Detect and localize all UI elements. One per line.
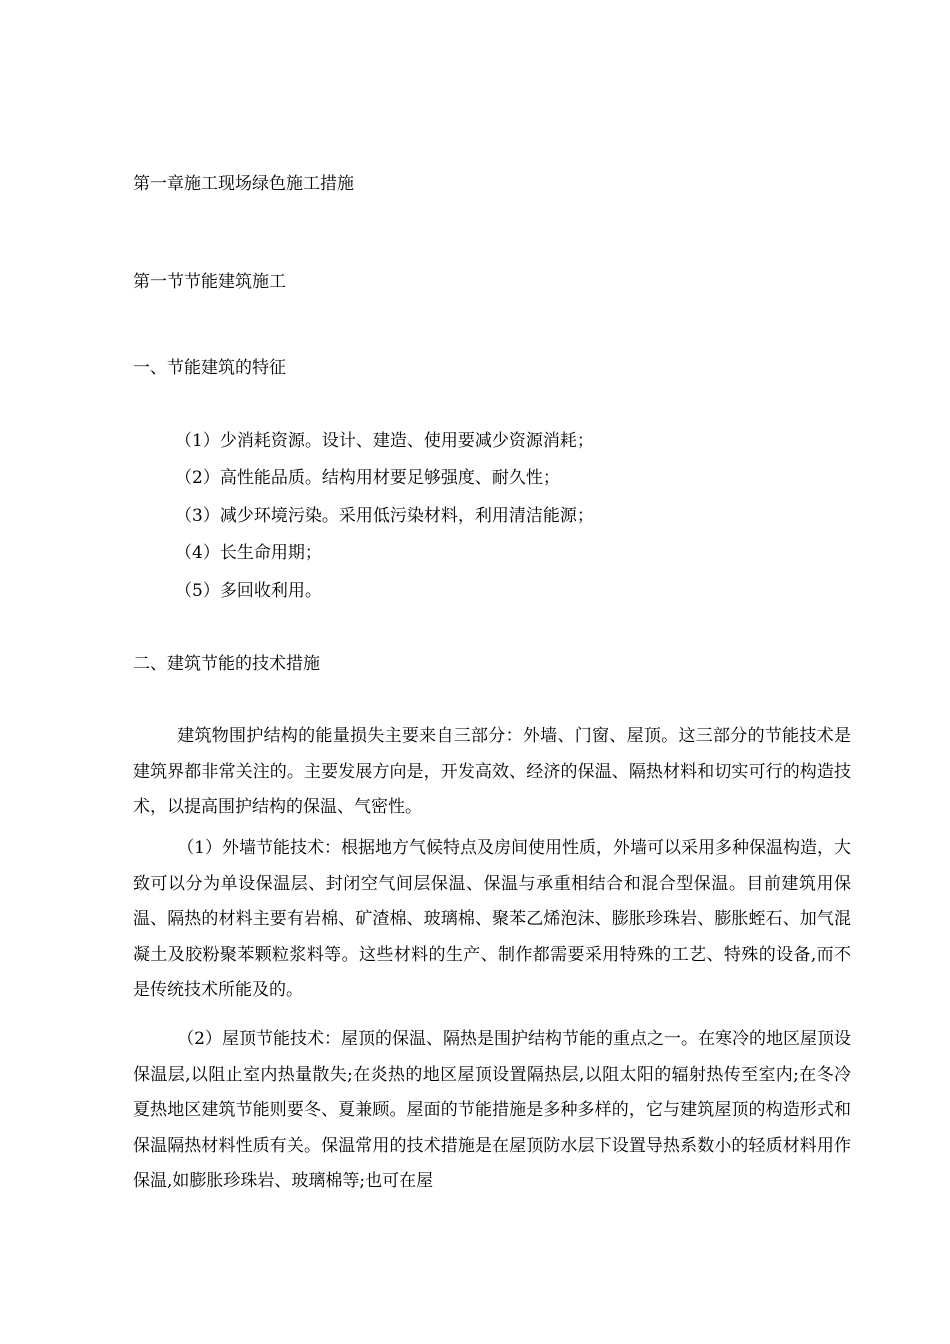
list-item: （5）多回收利用。 bbox=[175, 581, 322, 601]
list-item: （4）长生命用期； bbox=[175, 543, 322, 563]
subsection-heading: 一、节能建筑的特征 bbox=[133, 358, 286, 378]
body-paragraph: （2）屋顶节能技术：屋顶的保温、隔热是围护结构节能的重点之一。在寒冷的地区屋顶设保温层,以阻止室内热量散失;在炎热的地区屋顶设置隔热层,以阻太阳的辐射热传至室内;在冬冷夏热地区建筑节能则要冬、夏兼顾。屋面的节能措施是多种多样的，它与建筑屋顶的构造形式和保温隔热材料性质有关。保温常用的技术措施是在屋顶防水层下设置导热系数小的轻质材料用作保温,如膨胀珍珠岩、玻璃棉等;也可在屋 bbox=[133, 1029, 852, 1192]
list-item: （2）高性能品质。结构用材要足够强度、耐久性； bbox=[175, 468, 560, 488]
section-title: 第一节节能建筑施工 bbox=[133, 272, 286, 292]
list-item: （1）少消耗资源。设计、建造、使用要减少资源消耗； bbox=[175, 431, 594, 451]
subsection-heading: 二、建筑节能的技术措施 bbox=[133, 654, 320, 674]
body-paragraph: （1）外墙节能技术：根据地方气候特点及房间使用性质，外墙可以采用多种保温构造，大致可以分为单设保温层、封闭空气间层保温、保温与承重相结合和混合型保温。目前建筑用保温、隔热的材料主要有岩棉、矿渣棉、玻璃棉、聚苯乙烯泡沫、膨胀珍珠岩、膨胀蛭石、加气混凝土及胶粉聚苯颗粒浆料等。这些材料的生产、制作都需要采用特殊的工艺、特殊的设备,而不是传统技术所能及的。 bbox=[133, 838, 852, 1001]
list-item: （3）减少环境污染。采用低污染材料，利用清洁能源； bbox=[175, 506, 594, 526]
body-paragraph: 建筑物围护结构的能量损失主要来自三部分：外墙、门窗、屋顶。这三部分的节能技术是建筑界都非常关注的。主要发展方向是，开发高效、经济的保温、隔热材料和切实可行的构造技术，以提高围护结构的保温、气密性。 bbox=[133, 726, 851, 818]
chapter-title: 第一章施工现场绿色施工措施 bbox=[133, 174, 354, 194]
